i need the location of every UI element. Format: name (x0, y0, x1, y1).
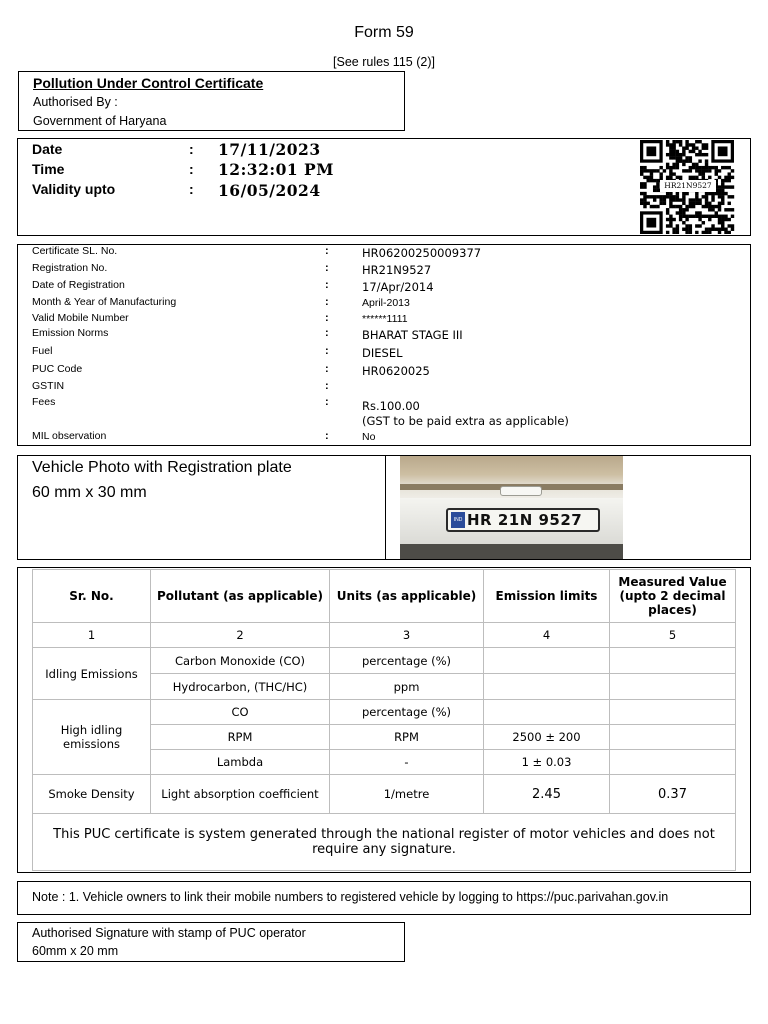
detail-label: Valid Mobile Number (32, 312, 129, 324)
detail-value: ******1111 (362, 313, 408, 325)
detail-colon: : (325, 262, 329, 274)
time-label: Time (32, 161, 65, 177)
plate-number: HR 21N 9527 (467, 511, 583, 529)
detail-label: PUC Code (32, 363, 83, 375)
pollutant-cell: Carbon Monoxide (CO) (151, 648, 330, 674)
validity-label: Validity upto (32, 181, 116, 197)
date-label: Date (32, 141, 63, 157)
header-sr-no: Sr. No. (33, 570, 151, 623)
idling-emissions-label: Idling Emissions (33, 648, 151, 700)
smoke-density-label: Smoke Density (33, 775, 151, 814)
detail-label: Registration No. (32, 262, 108, 274)
date-value: 17/11/2023 (218, 140, 321, 159)
datetime-box (17, 138, 751, 236)
limit-cell (484, 700, 610, 725)
high-idling-label: High idling emissions (33, 700, 151, 775)
header-measured-value: Measured Value (upto 2 decimal places) (610, 570, 736, 623)
photo-caption-line1: Vehicle Photo with Registration plate (32, 459, 292, 476)
unit-cell: percentage (%) (330, 700, 484, 725)
header-units: Units (as applicable) (330, 570, 484, 623)
col-number: 3 (330, 623, 484, 648)
detail-colon: : (325, 345, 329, 357)
rules-reference: [See rules 115 (2)] (333, 55, 435, 69)
qr-logo-text: HR21N9527 (660, 180, 716, 192)
detail-value: DIESEL (362, 346, 403, 360)
unit-cell: percentage (%) (330, 648, 484, 674)
pollutant-cell: CO (151, 700, 330, 725)
validity-value: 16/05/2024 (218, 181, 321, 200)
pollutant-cell: RPM (151, 725, 330, 750)
unit-cell: 1/metre (330, 775, 484, 814)
certificate-title: Pollution Under Control Certificate (33, 75, 264, 91)
measured-cell (610, 725, 736, 750)
detail-colon: : (325, 363, 329, 375)
measured-cell: 0.37 (610, 775, 736, 814)
date-colon: : (189, 141, 194, 157)
vehicle-photo-box (17, 455, 751, 560)
detail-colon: : (325, 312, 329, 324)
measured-cell (610, 700, 736, 725)
col-number: 4 (484, 623, 610, 648)
signature-box (17, 922, 405, 962)
detail-value: Rs.100.00 (362, 399, 420, 413)
vehicle-photo (400, 456, 623, 559)
time-value: 12:32:01 PM (218, 160, 334, 179)
note-box (17, 881, 751, 915)
limit-cell: 2500 ± 200 (484, 725, 610, 750)
detail-value: HR06200250009377 (362, 246, 482, 260)
authorised-by-label: Authorised By : (33, 95, 118, 109)
header-pollutant: Pollutant (as applicable) (151, 570, 330, 623)
detail-value: No (362, 431, 376, 443)
measured-cell (610, 674, 736, 700)
measured-cell (610, 750, 736, 775)
detail-label: Date of Registration (32, 279, 125, 291)
detail-label: Fuel (32, 345, 53, 357)
detail-label: Fees (32, 396, 56, 408)
limit-cell (484, 648, 610, 674)
detail-colon: : (325, 430, 329, 442)
system-generated-note: This PUC certificate is system generated through the national register of motor vehicles and does not require any signature. (33, 814, 736, 871)
time-colon: : (189, 161, 194, 177)
detail-label: Emission Norms (32, 327, 109, 339)
photo-caption-line2: 60 mm x 30 mm (32, 484, 147, 501)
car-handle (500, 486, 542, 496)
detail-value: 17/Apr/2014 (362, 280, 434, 294)
limit-cell: 1 ± 0.03 (484, 750, 610, 775)
measured-cell (610, 648, 736, 674)
detail-label: GSTIN (32, 380, 65, 392)
detail-colon: : (325, 327, 329, 339)
validity-colon: : (189, 181, 194, 197)
detail-value: HR0620025 (362, 364, 430, 378)
header-emission-limits: Emission limits (484, 570, 610, 623)
unit-cell: ppm (330, 674, 484, 700)
pollutant-cell: Light absorption coefficient (151, 775, 330, 814)
qr-code (638, 140, 736, 234)
photo-divider (385, 455, 386, 560)
detail-value: BHARAT STAGE III (362, 328, 463, 342)
emission-table (32, 569, 736, 871)
pollutant-cell: Hydrocarbon, (THC/HC) (151, 674, 330, 700)
form-title: Form 59 (354, 24, 414, 41)
unit-cell: - (330, 750, 484, 775)
pollutant-cell: Lambda (151, 750, 330, 775)
col-number: 5 (610, 623, 736, 648)
detail-label: Certificate SL. No. (32, 245, 118, 257)
limit-cell: 2.45 (484, 775, 610, 814)
col-number: 1 (33, 623, 151, 648)
note-text: Note : 1. Vehicle owners to link their mobile numbers to registered vehicle by logging to https://puc.parivahan.gov.in (32, 890, 669, 904)
detail-colon: : (325, 296, 329, 308)
plate-prefix: IND (451, 512, 465, 528)
detail-colon: : (325, 380, 329, 392)
certificate-header-box (18, 71, 405, 131)
signature-line1: Authorised Signature with stamp of PUC operator (32, 926, 306, 940)
vehicle-details-box (17, 244, 751, 446)
detail-value: (GST to be paid extra as applicable) (362, 414, 569, 428)
detail-colon: : (325, 279, 329, 291)
limit-cell (484, 674, 610, 700)
detail-label: MIL observation (32, 430, 107, 442)
authority-name: Government of Haryana (33, 114, 167, 128)
signature-line2: 60mm x 20 mm (32, 944, 119, 958)
detail-label: Month & Year of Manufacturing (32, 296, 177, 308)
detail-colon: : (325, 245, 329, 257)
detail-colon: : (325, 396, 329, 408)
registration-plate (446, 508, 600, 532)
car-shadow (400, 544, 623, 559)
col-number: 2 (151, 623, 330, 648)
detail-value: April-2013 (362, 297, 410, 309)
detail-value: HR21N9527 (362, 263, 432, 277)
unit-cell: RPM (330, 725, 484, 750)
